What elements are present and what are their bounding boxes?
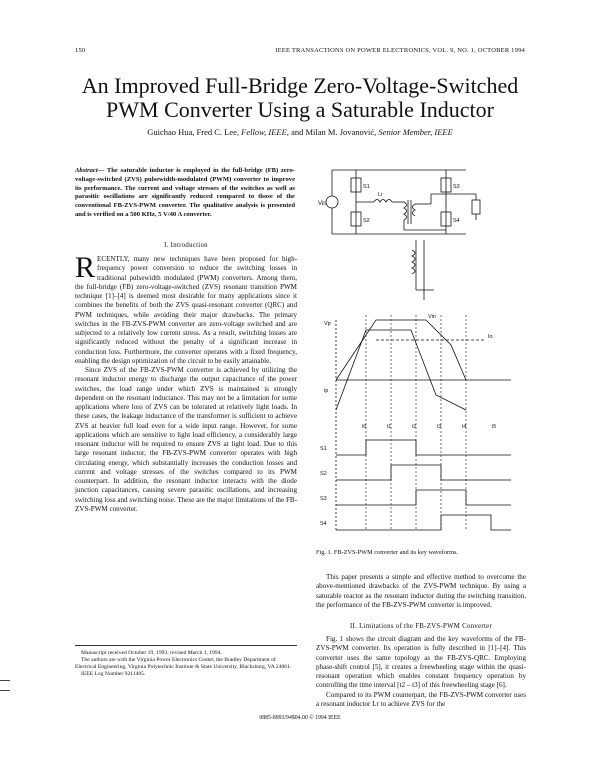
right-paragraph-1: This paper presents a simple and effective method to overcome the above-mentioned drawbacks of the ZVS-PWM technique. By using a saturable reactor as the resonant inductor during the switching transition, the performance of the FB-ZVS-PWM converter is improved. <box>316 573 526 609</box>
right-column-2 <box>316 635 526 709</box>
label-io: Io <box>488 334 493 340</box>
footnote-affiliation: The authors are with the Virginia Power Electronics Center, the Bradley Department of Electrical Engineering, Virginia Polytechnic Institute & State University, Blacksburg, VA 24061. <box>75 657 292 670</box>
page-number: 150 <box>75 47 86 54</box>
intro-paragraph-1: RECENTLY, many new techniques have been proposed for high-frequency power conversion to reduce the switching losses in traditional pulsewidth modulated (PWM) converters. Among them, the full-bridge (FB) zero-voltage-switched (ZVS) resonant transition PWM technique [1]–[4] is deemed most desirable for many applications since it combines the benefits of both the ZVS quasi-resonant converter (QRC) and PWM techniques, while avoiding their major drawbacks. The primary switches in the FB-ZVS-PWM converter are zero-voltage switched and are subjected to a relatively low current stress. As a result, switching losses are significantly reduced without the penalty of a significant increase in conduction loss. Furthermore, the converter operates with a fixed frequency, enabling the design optimization of the circuit to be easily attainable. <box>75 251 297 365</box>
waveform-ip <box>336 330 466 410</box>
label-s4: S4 <box>453 218 460 224</box>
label-t3: t3 <box>437 424 442 430</box>
waveform-s3 <box>336 490 511 505</box>
scan-mark <box>0 680 10 681</box>
title-line-1: An Improved Full-Bridge Zero-Voltage-Switched <box>81 73 519 98</box>
label-drive-s2: S2 <box>320 471 327 477</box>
label-drive-s3: S3 <box>320 496 327 502</box>
author-names-1: Guichao Hua, Fred C. Lee, <box>147 127 242 137</box>
drop-cap: R <box>75 251 96 284</box>
label-t0: t0 <box>362 424 367 430</box>
title-line-2: PWM Converter Using a Saturable Inductor <box>106 97 494 122</box>
label-lr: Lr <box>378 192 383 198</box>
output-section <box>412 240 434 300</box>
author-line <box>0 127 600 137</box>
label-vp: Vp <box>324 321 331 327</box>
label-vin: Vin <box>318 201 327 207</box>
left-column <box>75 251 297 514</box>
waveform-s2 <box>336 465 511 480</box>
footnote-received: Manuscript received October 19, 1993; revised March 1, 1994. <box>81 650 222 656</box>
right-paragraph-2: Fig. 1 shows the circuit diagram and the key waveforms of the FB-ZVS-PWM converter. Its operation is fully described in [1]–[4]. This converter uses the same topology as the FB-ZVS-QRC. Employing phase-shift control [5], it creates a freewheeling stage within the quasi-resonant operation which enables constant frequency operation by controlling the time interval [t2 – t3] of this freewheeling stage [6]. <box>316 635 526 690</box>
waveform-vp <box>336 320 466 380</box>
figure-1 <box>316 160 526 545</box>
journal-header: IEEE TRANSACTIONS ON POWER ELECTRONICS, VOL. 9, NO. 1, OCTOBER 1994 <box>275 47 525 54</box>
section-2-heading: II. Limitations of the FB-ZVS-PWM Converter <box>349 623 493 630</box>
author-role-1: Fellow, IEEE, <box>241 127 289 137</box>
label-s2: S2 <box>363 218 370 224</box>
label-t1: t1 <box>387 424 392 430</box>
author-role-2: Senior Member, IEEE <box>378 127 453 137</box>
waveform-s4 <box>336 515 511 530</box>
footnote-log: IEEE Log Number 9211405. <box>81 671 146 677</box>
voltage-source-icon <box>326 196 338 208</box>
label-drive-s1: S1 <box>320 446 327 452</box>
intro-paragraph-2: Since ZVS of the FB-ZVS-PWM converter is achieved by utilizing the resonant inductor energy to discharge the output capacitance of the power switches, the load range under which ZVS is maintained is strongly dependent on the resonant inductance. This may not be a limitation for some applications where loss of ZVS can be tolerated at relatively light loads. In these cases, the leakage inductance of the transformer is sufficient to achieve ZVS at heavier full load even for a wide input range. However, for some applications which are sensitive to light load efficiency, a considerably large resonant inductor will be required to ensure ZVS at light load. Due to this large resonant inductor, the FB-ZVS-PWM converter operates with high circulating energy, which substantially increases the conduction losses and current and voltage stresses of the switches compared to its PWM counterpart. In addition, the resonant inductor interacts with the diode junction capacitances, causing severe parasitic oscillations, and increasing switching loss and switching noise. These are the major limitations of the FB-ZVS-PWM converter. <box>75 366 297 513</box>
scan-mark <box>0 690 10 691</box>
key-waveforms <box>320 314 511 530</box>
label-s3: S3 <box>453 184 460 190</box>
footnote <box>75 645 297 678</box>
circuit-diagram <box>318 170 480 234</box>
abstract <box>75 167 295 220</box>
right-column <box>316 573 526 610</box>
label-s1: S1 <box>363 184 370 190</box>
abstract-text: The saturable inductor is employed in the full-bridge (FB) zero-voltage-switched (ZVS) pulsewidth-modulated (PWM) converter to improve its performance. The current and voltage stresses of the switches as well as parasitic oscillations are significantly reduced compared to those of the conventional FB-ZVS-PWM converter. The qualitative analysis is presented and is verified on a 500 KHz, 5 V/40 A converter. <box>75 167 295 218</box>
figure-1-caption: Fig. 1. FB-ZVS-PWM converter and its key waveforms. <box>316 549 459 556</box>
resonant-inductor-icon <box>374 200 392 203</box>
label-t4: t4 <box>462 424 467 430</box>
label-drive-s4: S4 <box>320 521 327 527</box>
author-names-2: and Milan M. Jovanović, <box>288 127 379 137</box>
label-ip: ip <box>324 388 329 394</box>
paper-title <box>0 74 600 122</box>
label-t2: t2 <box>412 424 417 430</box>
waveform-s1 <box>336 440 511 455</box>
transformer-icon <box>404 202 407 220</box>
label-vin-waveform: Vin <box>428 314 436 320</box>
copyright-footer: 0885-8993/94$04.00 © 1994 IEEE <box>259 715 341 721</box>
section-1-heading: I. Introduction <box>164 242 208 249</box>
abstract-label: Abstract— <box>75 167 105 174</box>
right-paragraph-3: Compared to its PWM counterpart, the FB-ZVS-PWM converter uses a resonant inductor Lr to achieve ZVS for the <box>316 690 526 708</box>
label-t5: t5 <box>492 424 497 430</box>
